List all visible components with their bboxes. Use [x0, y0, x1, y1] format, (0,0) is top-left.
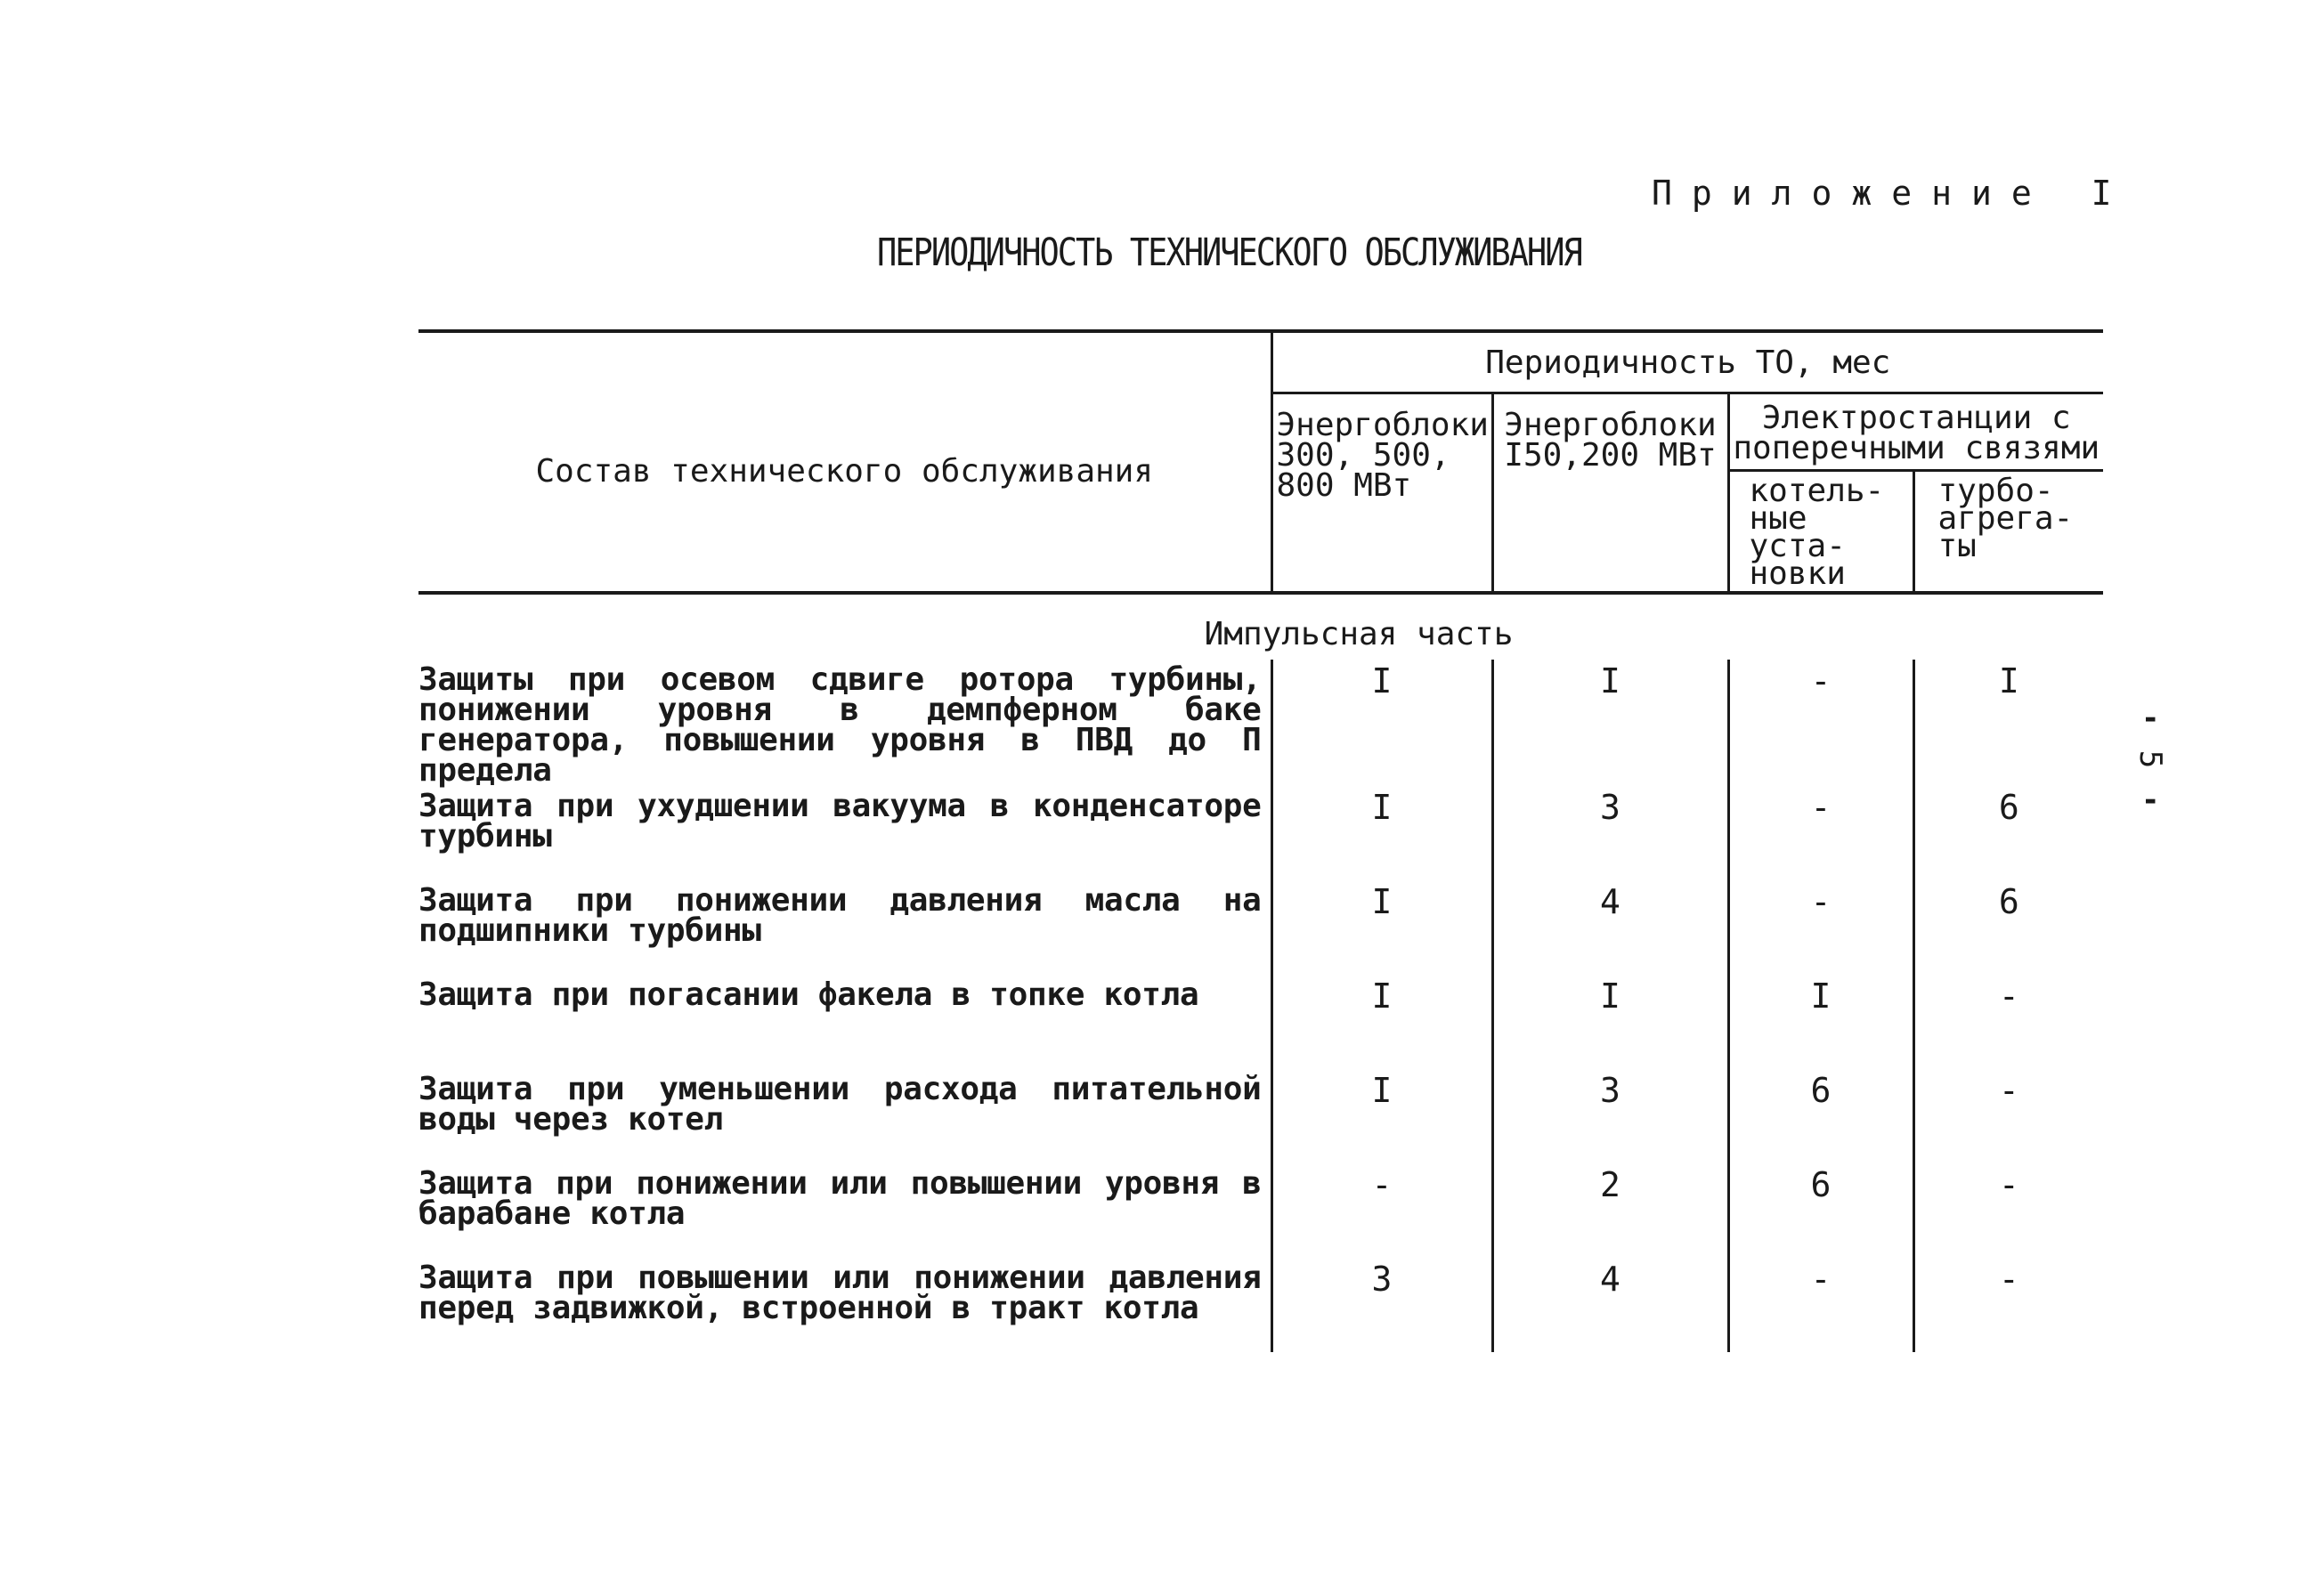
header-turbine-units: турбо-агрега-ты [1913, 471, 2103, 594]
table-header [418, 331, 2103, 593]
header-composition: Состав технического обслуживания [418, 331, 1271, 593]
row-value-turbines: - [1913, 1163, 2103, 1258]
row-value-units-150-200: 4 [1492, 1258, 1728, 1352]
row-value-units-150-200: I [1492, 975, 1728, 1069]
row-value-boilers: 6 [1728, 1069, 1913, 1163]
row-description: Защита при погасании факела в топке котла [418, 976, 1199, 1013]
table-row [418, 786, 2103, 880]
row-value-units-300-800: I [1271, 975, 1492, 1069]
row-value-turbines: - [1913, 1258, 2103, 1352]
row-value-units-300-800: I [1271, 1069, 1492, 1163]
row-value-units-300-800: I [1271, 786, 1492, 880]
page-number-digit: 5 [2132, 749, 2169, 769]
row-description: Защита при ухудшении вакуума в конденсаторе турбины [418, 788, 1262, 855]
table-row [418, 1163, 2103, 1258]
row-value-units-150-200: 3 [1492, 786, 1728, 880]
table-row [418, 975, 2103, 1069]
row-value-units-150-200: 2 [1492, 1163, 1728, 1258]
row-value-units-300-800: I [1271, 660, 1492, 786]
row-value-boilers: - [1728, 1258, 1913, 1352]
row-value-turbines: I [1913, 660, 2103, 786]
header-units-300-800: Энергоблоки 300, 500, 800 МВт [1271, 393, 1492, 594]
row-value-units-150-200: I [1492, 660, 1728, 786]
row-value-boilers: - [1728, 786, 1913, 880]
section-heading [418, 593, 2103, 660]
page-number [2132, 701, 2169, 818]
header-periodicity: Периодичность ТО, мес [1271, 331, 2103, 393]
row-value-boilers: - [1728, 880, 1913, 975]
row-value-boilers: I [1728, 975, 1913, 1069]
row-description: Защита при уменьшении расхода питательной воды через котел [418, 1071, 1262, 1138]
row-value-boilers: - [1728, 660, 1913, 786]
section-heading-text: Импульсная часть [1204, 616, 1514, 652]
row-description: Защита при понижении давления масла на подшипники турбины [418, 882, 1262, 949]
row-value-units-300-800: 3 [1371, 1260, 1393, 1299]
row-value-units-300-800: - [1271, 1163, 1492, 1258]
row-value-turbines: 6 [1913, 880, 2103, 975]
header-cross-link-plants: Электростанции с поперечными связями [1728, 393, 2103, 471]
header-boiler-units: котель-ные уста-новки [1728, 471, 1913, 594]
row-value-turbines: - [1913, 975, 2103, 1069]
table-row [418, 660, 2103, 786]
table-row [418, 880, 2103, 975]
row-description: Защиты при осевом сдвиге ротора турбины, понижении уровня в демпферном баке генератора, повышении уровня в ПВД до П предела [418, 661, 1262, 789]
row-value-units-150-200: 4 [1492, 880, 1728, 975]
row-description: Защита при понижении или повышении уровня в барабане котла [418, 1165, 1262, 1232]
table-row [418, 1069, 2103, 1163]
table-body [418, 593, 2103, 1352]
document-title: ПЕРИОДИЧНОСТЬ ТЕХНИЧЕСКОГО ОБСЛУЖИВАНИЯ [877, 230, 1581, 275]
table-row [418, 1258, 2103, 1352]
row-value-units-150-200: 3 [1492, 1069, 1728, 1163]
row-value-turbines: 6 [1913, 786, 2103, 880]
header-units-150-200: Энергоблоки I50,200 МВт [1492, 393, 1728, 594]
maintenance-table [418, 329, 2103, 1352]
row-value-turbines: - [1913, 1069, 2103, 1163]
page-number-dash-bottom: - [2141, 782, 2160, 818]
row-value-boilers: 6 [1728, 1163, 1913, 1258]
page-number-dash-top: - [2141, 701, 2160, 736]
row-value-units-300-800: I [1271, 880, 1492, 975]
appendix-label: Приложение I [1652, 174, 2132, 213]
row-description: Защита при повышении или понижении давления перед задвижкой, встроенной в тракт котла [418, 1258, 1271, 1352]
